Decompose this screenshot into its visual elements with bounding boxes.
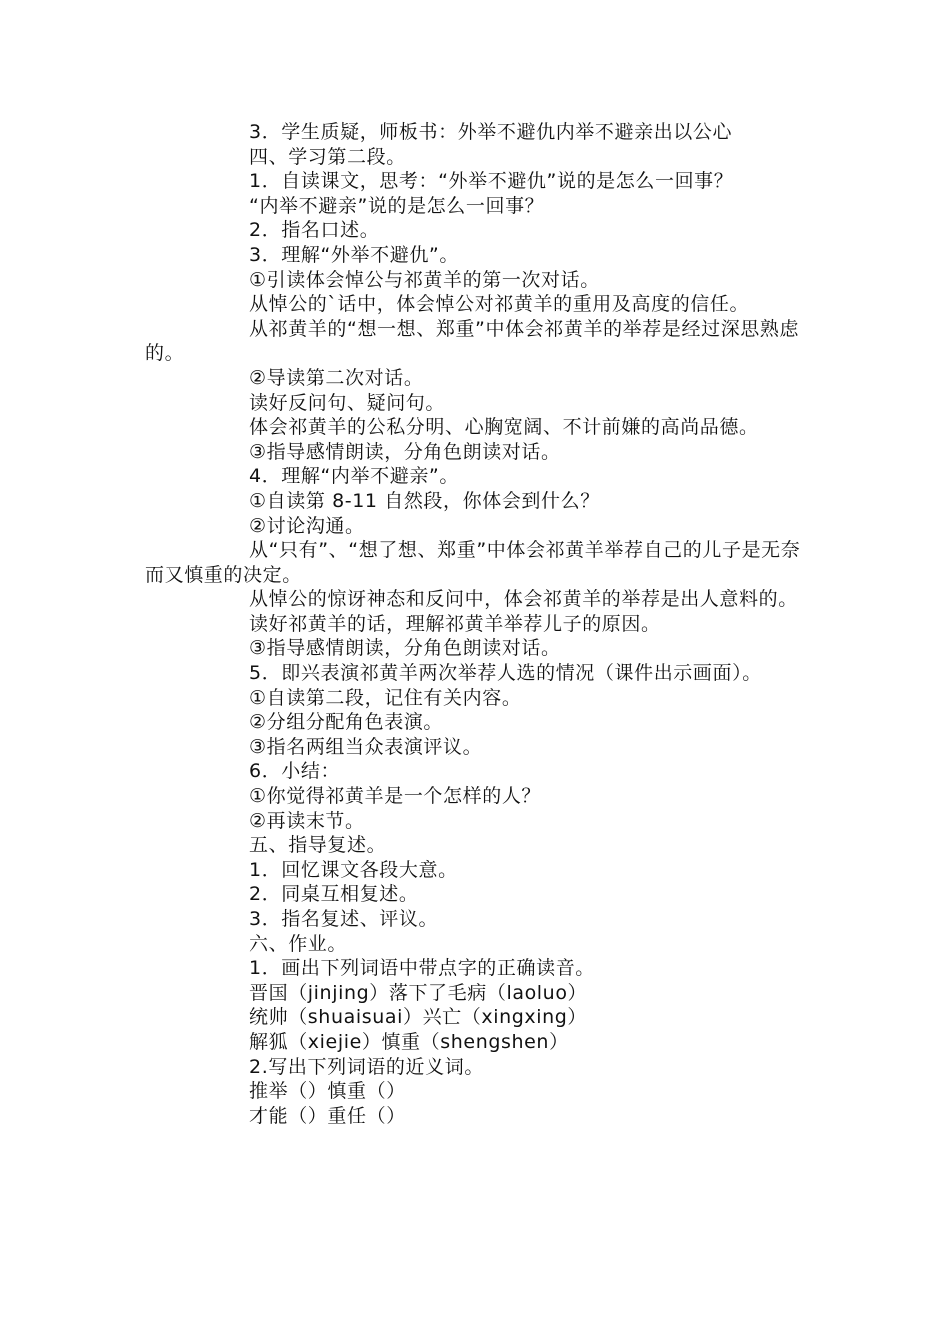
text-paragraph: 从悼公的惊讶神态和反问中，体会祁黄羊的举荐是出人意料的。 <box>249 588 798 611</box>
text-line: ①自读第 8-11 自然段，你体会到什么？ <box>249 489 600 512</box>
text-line: 3．理解“外举不避仇”。 <box>249 243 459 266</box>
section-heading: 五、指导复述。 <box>249 834 387 857</box>
text-line: 推举（）慎重（） <box>249 1080 406 1103</box>
text-line: 6．小结： <box>249 760 341 783</box>
text-line: ①自读第二段，记住有关内容。 <box>249 686 522 709</box>
text-line: 4．理解“内举不避亲”。 <box>249 465 459 488</box>
text-line: ②再读末节。 <box>249 809 365 832</box>
text-line: 晋国（jinjing）落下了毛病（laoluo） <box>249 981 588 1004</box>
text-line: ③指导感情朗读，分角色朗读对话。 <box>249 440 561 463</box>
text-line: 从悼公的`话中，体会悼公对祁黄羊的重用及高度的信任。 <box>249 293 750 316</box>
text-line: ②讨论沟通。 <box>249 514 365 537</box>
text-line: 1．回忆课文各段大意。 <box>249 858 458 881</box>
text-line: 2.写出下列词语的近义词。 <box>249 1055 484 1078</box>
text-line: 1．画出下列词语中带点字的正确读音。 <box>249 957 595 980</box>
text-line: ③指名两组当众表演评议。 <box>249 735 483 758</box>
text-line: ②导读第二次对话。 <box>249 366 424 389</box>
text-line: 1．自读课文，思考：“外举不避仇”说的是怎么一回事？ <box>249 170 734 193</box>
text-paragraph: 体会祁黄羊的公私分明、心胸宽阔、不计前嫌的高尚品德。 <box>249 416 759 439</box>
lesson-plan-text <box>145 120 813 1128</box>
section-heading: 六、作业。 <box>249 932 348 955</box>
text-line: ③指导感情朗读，分角色朗读对话。 <box>249 637 561 660</box>
text-line: 3．学生质疑，师板书：外举不避仇内举不避亲出以公心 <box>249 121 733 143</box>
text-line: 读好祁黄羊的话，理解祁黄羊举荐儿子的原因。 <box>249 612 661 635</box>
text-line: 读好反问句、疑问句。 <box>249 391 446 414</box>
text-line: 才能（）重任（） <box>249 1104 406 1127</box>
text-line: 2．同桌互相复述。 <box>249 883 419 906</box>
text-line: “内举不避亲”说的是怎么一回事？ <box>249 194 545 217</box>
text-line: ①引读体会悼公与祁黄羊的第一次对话。 <box>249 268 600 291</box>
text-line: 解狐（xiejie）慎重（shengshen） <box>249 1030 569 1053</box>
text-line: 3．指名复述、评议。 <box>249 908 439 930</box>
text-paragraph: 5．即兴表演祁黄羊两次举荐人选的情况（课件出示画面）。 <box>249 662 762 685</box>
text-line: ②分组分配角色表演。 <box>249 711 444 734</box>
text-paragraph: 从“只有”、“想了想、郑重”中体会祁黄羊举荐自己的儿子是无奈而又慎重的决定。 <box>145 539 801 586</box>
text-paragraph: 从祁黄羊的“想一想、郑重”中体会祁黄羊的举荐是经过深思熟虑的。 <box>145 317 800 365</box>
section-heading: 四、学习第二段。 <box>249 145 406 168</box>
text-line: 2．指名口述。 <box>249 219 380 242</box>
text-line: 统帅（shuaisuai）兴亡（xingxing） <box>249 1006 588 1029</box>
text-line: ①你觉得祁黄羊是一个怎样的人？ <box>249 785 542 808</box>
